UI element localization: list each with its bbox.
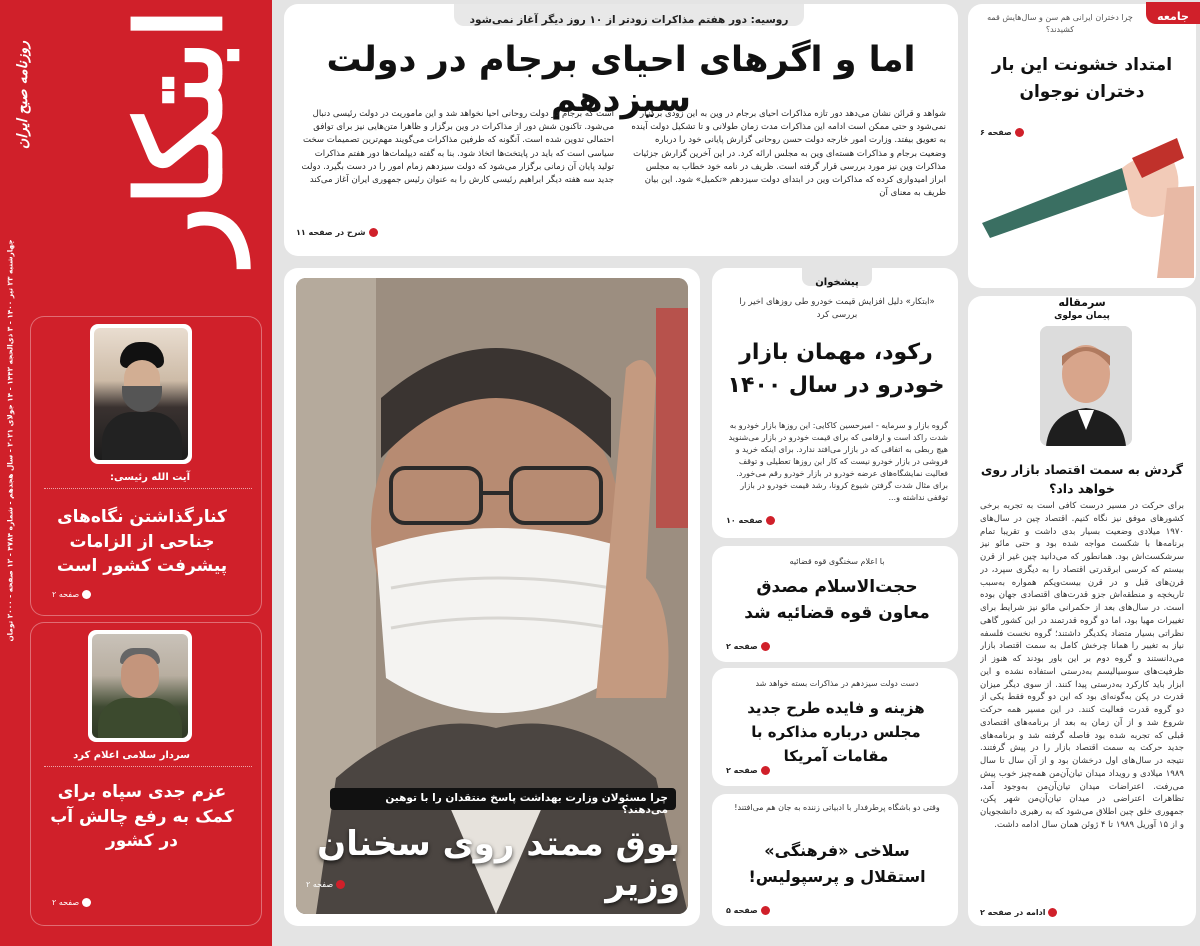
raisi-headline[interactable]: کنارگذاشتن نگاه‌های جناحی از الزامات پیشرفت کشور است xyxy=(56,507,228,577)
photo-story-page-ref[interactable]: صفحه ۲ xyxy=(306,880,366,889)
teaser-page-ref[interactable]: صفحه ۶ xyxy=(980,128,1040,137)
author-photo xyxy=(1040,326,1132,446)
salami-photo xyxy=(92,634,188,738)
teaser-headline[interactable]: امتداد خشونت این بار دختران نوجوان xyxy=(991,55,1173,103)
preview-label-box xyxy=(802,268,872,286)
editorial-label: سرمقاله xyxy=(1058,296,1106,309)
raisi-photo-frame xyxy=(90,324,192,464)
salami-caption: سردار سلامی اعلام کرد xyxy=(73,750,190,761)
top-story-body-right: شواهد و قرائن نشان می‌دهد دور تازه مذاکرات احیای برجام در وین به این زودی برگزار نمی‌شود و حتی ممکن است ادامه این مذاکرات مدت زمان طولانی و تا تشکیل دولت آینده به تعویق بیفتد. وزارت امور خارجه دولت حسن روحانی گزارش پایانی خود را درباره وضعیت برجام و مذاکرات هسته‌ای وین به مجلس ارائه کرد. در این آخرین گزارش جزئیات مذاکرات وین نیز مورد بررسی قرار گرفته است. ظریف در نامه خود خطاب به مجلس ابراز امیدواری کرده که مذاکرات وین در ابتدای دولت سیزدهم «تکمیل» شود. این بیان ظریف به معنای آن xyxy=(631,109,946,199)
editorial-author: پیمان مولوی xyxy=(1054,311,1110,321)
logo-text: ابتکار xyxy=(112,7,249,263)
editorial-body: برای حرکت در مسیر درست کافی است به تجربه برخی کشورهای موفق نیز نگاه کنیم. اقتصاد چین در سال‌های ۱۹۷۰ میلادی وضعیت بسیار بدی داشت و تقریبا تمام برنامه‌ها با شکست مواجه شده بود و حتی مائو نیز سرشکست‌اش بود. همانطور که می‌دانید چین غیر از قرن بیستم که کرسی ابرقدرتی اقتصاد را به دیگری سپرد، در قرن‌های قبل و در قرن بیست‌ویکم همواره به‌سبب تاریخچه و منطقه‌اش جزو قدرت‌های اقتصادی جهان بوده است. در سال‌های بعد از حکمرانی مائو نیز شرایط برای تغییرات مهیا بود، اما دو گروه قدرتمند در این کشور گاهی نظراتی بسیار متضاد یکدیگر داشتند؛ گروه نخست فلسفه نیاز به تغییر را همانا چرخش کامل به سمت اقتصاد بازار می‌دانستند و گروه دوم بر این باور بودند که هنوز از ظرفیت‌های سوسیالیسم به‌درستی استفاده نشده و این ابزار باید کارکرد به‌درستی پیدا کنند. از سوی دیگر میزان قدرت در پکن به‌گونه‌ای بود که این دو گروه فقط یکی از دو گروه قدرت فعالیت کنند. در این مسیر همه حرکت شروع شد و از آن زمان به بعد از برنامه‌های اقتصادی قبلی که تجربه شده بود فاصله گرفته شد و برنامه‌های جدید حرکت به سمت اقتصاد بازار را در پیش گرفتند. نتیجه در سال‌های اول درخشان بود و از آن سال تا سال ۱۹۸۹ میلادی و رویداد میدان تیان‌آن‌من همه‌چیز خوب پیش می‌رفت. اعتراضات میدان تیان‌آن‌من به‌وجود آمد، تظاهرات اعتراضی در میدان تیان‌آن‌من شهر پکن، جمهوری خلق چین اطلاق می‌شود که به رهبری دانشجویان و از ۱۵ آوریل ۱۹۸۹ تا ۴ ژوئن همان سال ادامه داشت. xyxy=(980,501,1184,830)
top-story-kicker: روسیه: دور هفتم مذاکرات زودتر از ۱۰ روز دیگر آغاز نمی‌شود xyxy=(469,14,789,26)
masthead-logo xyxy=(90,0,270,270)
news-1-kicker: با اعلام سخنگوی قوه قضائیه xyxy=(789,557,885,566)
top-story-kicker-box xyxy=(454,4,804,26)
masthead-subtitle: روزنامه صبح ایران xyxy=(15,40,31,150)
preview-intro: «ابتکار» دلیل افزایش قیمت خودرو طی روزهای اخیر را بررسی کرد xyxy=(739,297,935,320)
salami-page-ref[interactable]: صفحه ۲ xyxy=(52,898,112,907)
news-3-kicker: وقتی دو باشگاه پرطرفدار با ادبیاتی زننده به جان هم می‌افتند! xyxy=(734,803,940,812)
raisi-page-ref[interactable]: صفحه ۲ xyxy=(52,590,112,599)
raisi-photo xyxy=(94,328,188,460)
news-1-page-ref[interactable]: صفحه ۲ xyxy=(726,642,786,651)
teaser-kicker: چرا دختران ایرانی هم سن و سال‌هایش قمه کشیدند؟ xyxy=(987,13,1133,34)
news-2-page-ref[interactable]: صفحه ۲ xyxy=(726,766,786,775)
raisi-caption: آیت الله رئیسی: xyxy=(110,472,190,483)
news-3-page-ref[interactable]: صفحه ۵ xyxy=(726,906,786,915)
preview-label: پیشخوان xyxy=(815,277,859,288)
top-story-continued[interactable]: شرح در صفحه ۱۱ xyxy=(296,228,406,237)
knife-icon xyxy=(972,128,1194,278)
section-tag xyxy=(1146,2,1200,24)
preview-headline[interactable]: رکود، مهمان بازار خودرو در سال ۱۴۰۰ xyxy=(727,340,945,398)
editorial-title[interactable]: گردش به سمت اقتصاد بازار روی خواهد داد؟ xyxy=(980,462,1184,497)
news-3-headline[interactable]: سلاخی «فرهنگی» استقلال و پرسپولیس! xyxy=(748,841,926,887)
masthead-column xyxy=(0,0,272,946)
top-story-headline[interactable]: اما و اگرهای احیای برجام در دولت سیزدهم xyxy=(326,40,916,120)
news-2-headline[interactable]: هزینه و فایده طرح جدید مجلس درباره مذاکره با مقامات آمریکا xyxy=(747,699,925,765)
knife-illustration xyxy=(972,128,1194,278)
minister-photo xyxy=(296,278,688,914)
editorial-continued[interactable]: ادامه در صفحه ۲ xyxy=(980,908,1080,917)
minister-photo-illustration xyxy=(296,278,688,914)
salami-photo-frame xyxy=(88,630,192,742)
section-tag-label: جامعه xyxy=(1157,10,1189,23)
photo-story-kicker: چرا مسئولان وزارت بهداشت پاسخ منتقدان را با توهین می‌دهند؟ xyxy=(330,788,676,810)
salami-headline[interactable]: عزم جدی سپاه برای کمک به رفع چالش آب در کشور xyxy=(50,782,234,852)
preview-body: گروه بازار و سرمایه - امیرحسین کاکایی: این روزها بازار خودرو به شدت راکد است و ارقامی که برای قیمت خودرو در بازار می‌شنوید هیچ ربطی به اتفاقی که در بازار می‌افتد ندارد. برای اینکه خرید و فروشی در بازار خودرو نیست که کار این روزها تعطیلی و توقف فعالیت نمایشگاه‌های عرضه خودرو در بازار خودرو رقم می‌خورد. برای مثال شدت گرفتن شیوع کرونا، رشد قیمت خودرو در بازار توقفی نداشته و... xyxy=(728,421,948,502)
news-2-kicker: دست دولت سیزدهم در مذاکرات بسته خواهد شد xyxy=(755,679,919,688)
top-story-body-left: است که برجام در دولت روحانی احیا نخواهد شد و این ماموریت در دولت رئیسی دنبال می‌شود. تاکنون شش دور از مذاکرات در وین برگزار و ظاهرا متن‌هایی نیز برای توافق احتمالی تدوین شده است. آنگونه که طرفین مذاکرات می‌گویند مهم‌ترین تصمیمات سخت سیاسی است که باید در پایتخت‌ها اتخاذ شود. بنا به گفته دیپلمات‌ها دور هفتم مذاکرات تولید پایان آن زمانی برگزار می‌شود که دولت سیزدهم زمام امور را در دست بگیرد. دولت جدید سه هفته دیگر ابراهیم رئیسی کارش را به عنوان رئیس جمهوری ایران آغاز می‌کند xyxy=(301,109,614,185)
news-1-headline[interactable]: حجت‌الاسلام مصدق معاون قوه قضائیه شد xyxy=(744,577,930,624)
preview-page-ref[interactable]: صفحه ۱۰ xyxy=(726,516,786,525)
masthead-dateline: چهارشنبه ۲۳ تیر ۱۴۰۰ - ۳ ذی‌الحجه ۱۴۴۲ - ۱۴ جولای ۲۰۲۱ - سال هجدهم - شماره ۴۷۸۴ - ۱۲ صفحه - ۲۰۰۰ تومان xyxy=(5,238,15,642)
photo-story-headline[interactable]: بوق ممتد روی سخنان وزیر xyxy=(317,824,680,904)
